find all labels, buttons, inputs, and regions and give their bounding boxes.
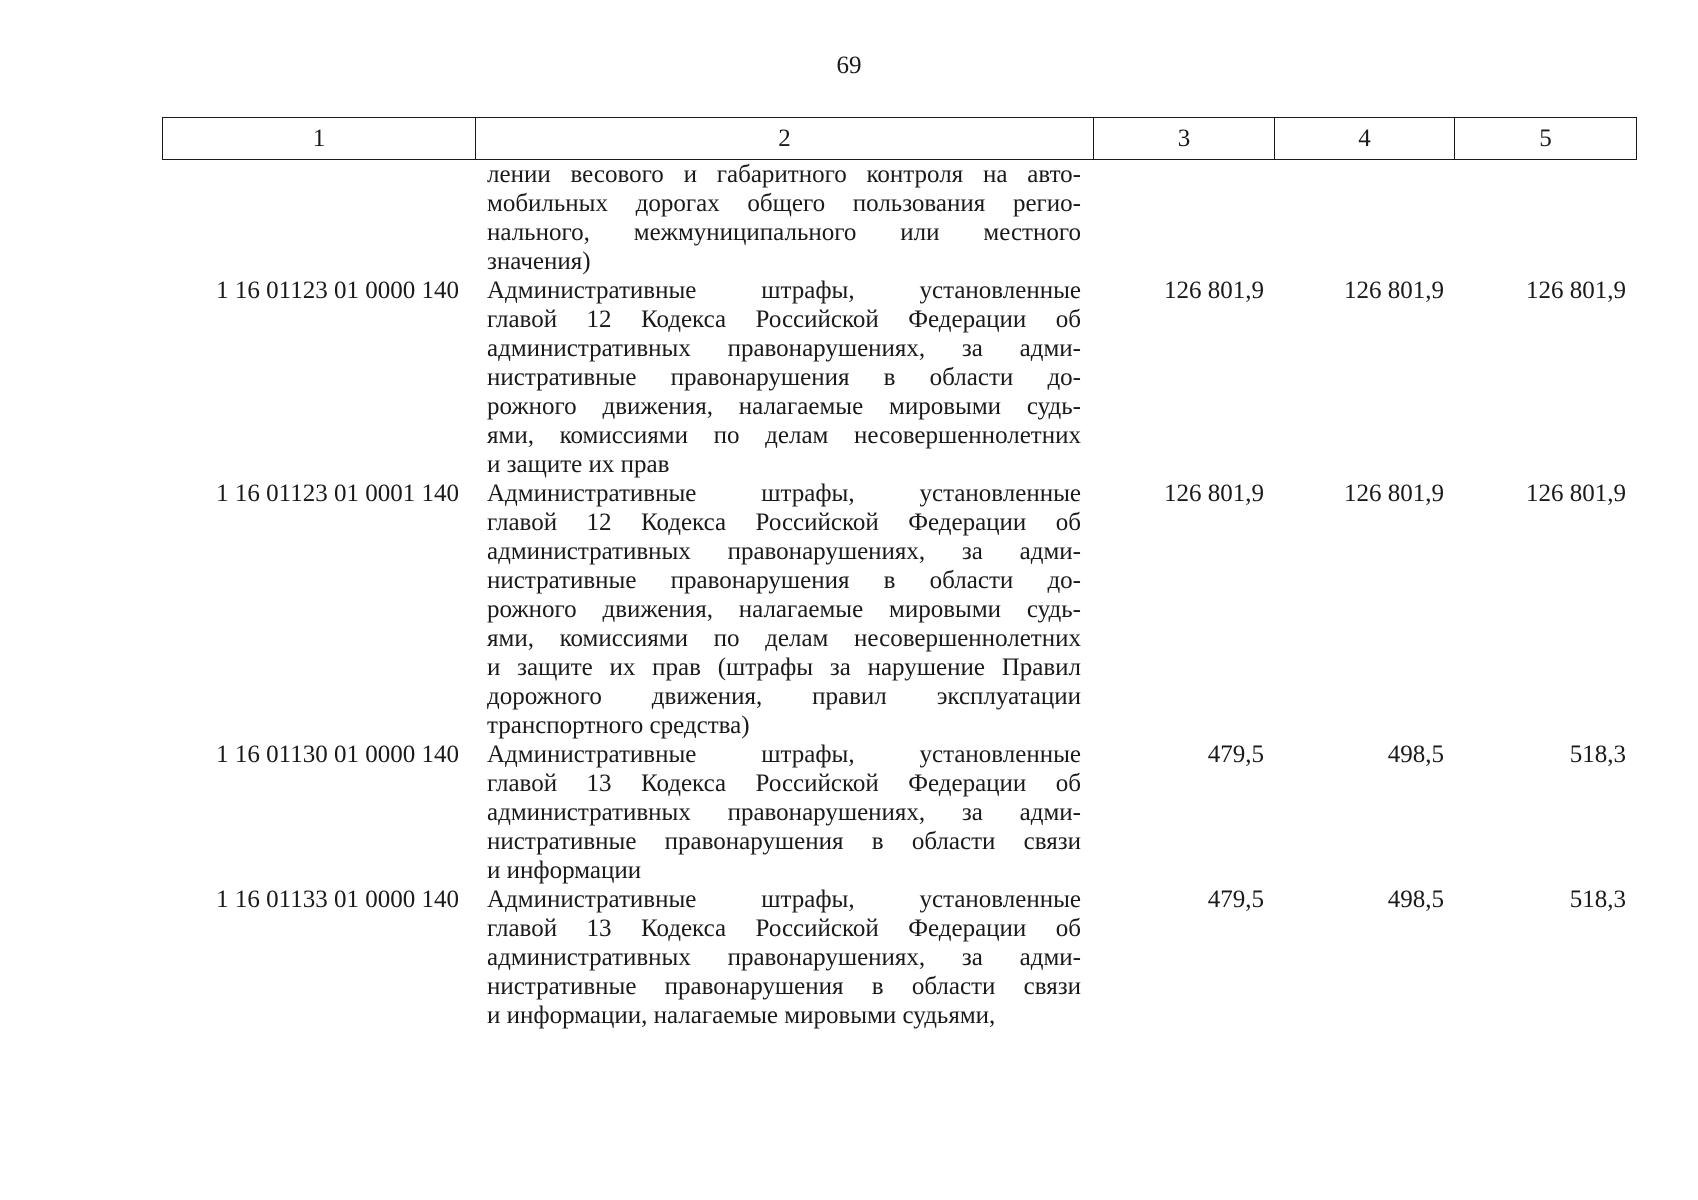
description-line: ями, комиссиями по делам несовершеннолетних bbox=[487, 625, 1081, 652]
revenue-description bbox=[475, 740, 1093, 885]
table-row bbox=[162, 276, 1636, 479]
description-line: ями, комиссиями по делам несовершеннолетних bbox=[487, 422, 1081, 449]
description-line: Административные штрафы, установленные bbox=[487, 277, 1081, 304]
description-line: административных правонарушениях, за адми- bbox=[487, 799, 1081, 826]
column-header-4: 4 bbox=[1275, 118, 1455, 160]
amount-column-4: 126 801,9 bbox=[1344, 480, 1444, 507]
amount-column-4: 126 801,9 bbox=[1344, 277, 1444, 304]
amount-column-3 bbox=[1093, 160, 1274, 276]
amount-column-5: 126 801,9 bbox=[1526, 480, 1626, 507]
column-header-1: 1 bbox=[163, 118, 476, 160]
table-header bbox=[162, 117, 1637, 160]
revenue-description bbox=[475, 160, 1093, 276]
table-row bbox=[162, 479, 1636, 740]
amount-column-5: 126 801,9 bbox=[1526, 277, 1626, 304]
description-line: рожного движения, налагаемые мировыми судь- bbox=[487, 393, 1081, 420]
description-line: административных правонарушениях, за адми- bbox=[487, 944, 1081, 971]
description-line: мобильных дорогах общего пользования регио- bbox=[487, 190, 1081, 217]
table-row bbox=[162, 160, 1636, 276]
description-line: главой 12 Кодекса Российской Федерации об bbox=[487, 509, 1081, 536]
description-line: дорожного движения, правил эксплуатации bbox=[487, 683, 1081, 710]
amount-column-3: 126 801,9 bbox=[1164, 277, 1264, 304]
description-line: нального, межмуниципального или местного bbox=[487, 219, 1081, 246]
description-line: нистративные правонарушения в области связи bbox=[487, 828, 1081, 855]
revenue-description bbox=[475, 276, 1093, 479]
revenue-description bbox=[475, 479, 1093, 740]
description-line: и информации bbox=[487, 857, 642, 884]
amount-column-5 bbox=[1454, 160, 1636, 276]
revenue-description bbox=[475, 885, 1093, 1030]
description-line: административных правонарушениях, за адми- bbox=[487, 335, 1081, 362]
table-row bbox=[162, 740, 1636, 885]
amount-column-4: 498,5 bbox=[1387, 886, 1444, 913]
description-line: и защите их прав (штрафы за нарушение Правил bbox=[487, 654, 1081, 681]
description-line: значения) bbox=[487, 248, 591, 275]
description-line: нистративные правонарушения в области до- bbox=[487, 364, 1081, 391]
description-line: главой 13 Кодекса Российской Федерации об bbox=[487, 915, 1081, 942]
table-body bbox=[162, 160, 1636, 1030]
column-header-2: 2 bbox=[476, 118, 1094, 160]
amount-column-4: 498,5 bbox=[1387, 741, 1444, 768]
amount-column-3: 126 801,9 bbox=[1164, 480, 1264, 507]
amount-column-3: 479,5 bbox=[1207, 886, 1264, 913]
amount-column-5: 518,3 bbox=[1569, 886, 1626, 913]
budget-code: 1 16 01123 01 0000 140 bbox=[216, 277, 459, 304]
page-number: 69 bbox=[836, 52, 862, 79]
description-line: Административные штрафы, установленные bbox=[487, 886, 1081, 913]
description-line: нистративные правонарушения в области связи bbox=[487, 973, 1081, 1000]
column-header-5: 5 bbox=[1455, 118, 1637, 160]
description-line: главой 12 Кодекса Российской Федерации об bbox=[487, 306, 1081, 333]
amount-column-3: 479,5 bbox=[1207, 741, 1264, 768]
budget-code: 1 16 01123 01 0001 140 bbox=[216, 480, 459, 507]
description-line: лении весового и габаритного контроля на авто- bbox=[487, 161, 1081, 188]
description-line: и информации, налагаемые мировыми судьями, bbox=[487, 1002, 996, 1029]
amount-column-4 bbox=[1274, 160, 1454, 276]
description-line: нистративные правонарушения в области до- bbox=[487, 567, 1081, 594]
column-header-3: 3 bbox=[1094, 118, 1275, 160]
description-line: рожного движения, налагаемые мировыми судь- bbox=[487, 596, 1081, 623]
budget-code: 1 16 01133 01 0000 140 bbox=[216, 886, 459, 913]
budget-code bbox=[162, 160, 475, 276]
budget-code: 1 16 01130 01 0000 140 bbox=[216, 741, 459, 768]
description-line: и защите их прав bbox=[487, 451, 670, 478]
description-line: транспортного средства) bbox=[487, 712, 750, 739]
description-line: Административные штрафы, установленные bbox=[487, 741, 1081, 768]
amount-column-5: 518,3 bbox=[1569, 741, 1626, 768]
description-line: главой 13 Кодекса Российской Федерации об bbox=[487, 770, 1081, 797]
description-line: Административные штрафы, установленные bbox=[487, 480, 1081, 507]
table-row bbox=[162, 885, 1636, 1030]
description-line: административных правонарушениях, за адми- bbox=[487, 538, 1081, 565]
